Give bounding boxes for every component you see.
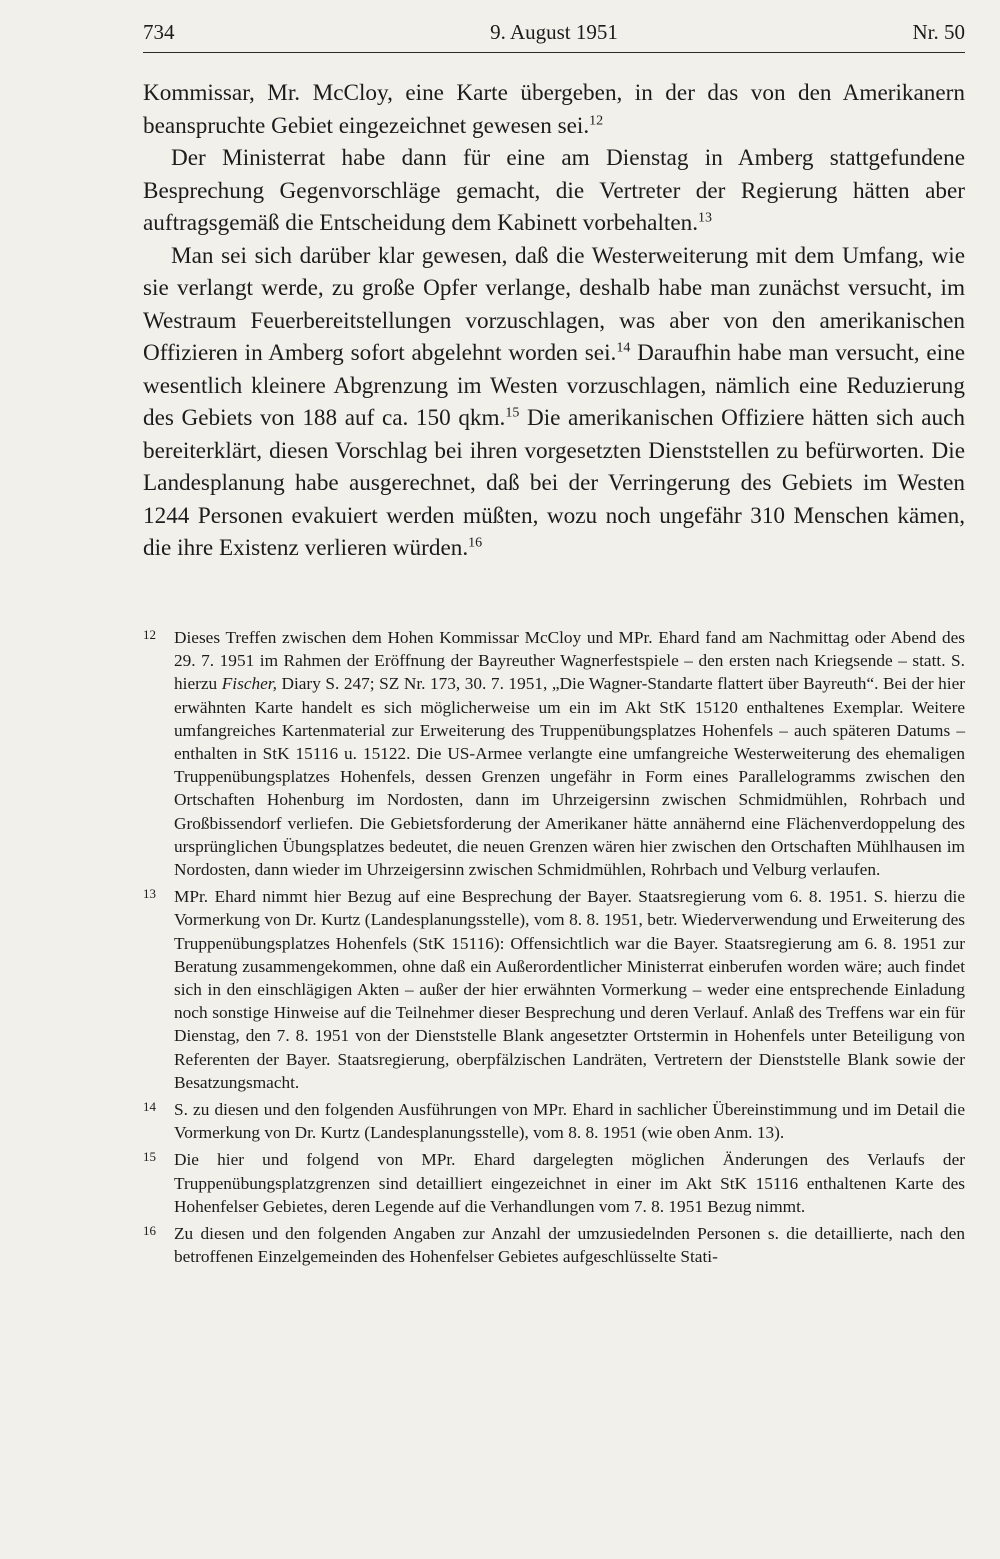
cited-author: Fischer, — [221, 674, 277, 694]
paragraph-3-text-a: Man sei sich darüber klar gewesen, daß die Westerweiterung mit dem Umfang, wie sie verlangt werde, zu große Opfer verlange, deshalb habe man zunächst versucht, im Westraum Feuerbereitstellungen vorzuschlagen, was aber von den amerikanischen Offizieren in Amberg sofort abgelehnt worden sei. — [143, 242, 965, 366]
paragraph-3-text-c: Die amerikanischen Offiziere hätten sich auch bereiterklärt, diesen Vorschlag bei ihren vorgesetzten Dienststellen zu befürworten. Die Landesplanung habe ausgerechnet, daß bei der Verringerung des Gebiets im Westen 1244 Personen evakuiert werden müßten, wozu noch ungefähr 310 Menschen kämen, die ihre Existenz verlieren würden. — [143, 405, 965, 561]
footnote-ref-13: 13 — [698, 210, 713, 226]
footnote-12 — [143, 626, 965, 881]
paragraph-1-text: Kommissar, Mr. McCloy, eine Karte übergeben, in der das von den Amerikanern beanspruchte Gebiet eingezeichnet gewesen sei. — [143, 80, 965, 139]
footnote-text-part: Dieses Treffen zwischen dem Hohen Kommissar McCloy und MPr. Ehard fand am Nachmittag oder Abend des 29. 7. 1951 im Rahmen der Eröffnung der Bayreuther Wagnerfestspiele – den ersten nach Kriegsende – statt. S. hierzu — [174, 628, 965, 694]
footnote-number: 15 — [143, 1149, 156, 1165]
document-number: Nr. 50 — [912, 20, 965, 44]
footnote-text-part: Diary S. 247; SZ Nr. 173, 30. 7. 1951, „Die Wagner-Standarte flattert über Bayreuth“. Bei der hier erwähnten Karte handelt es sich möglicherweise um ein im Akt StK 15120 enthaltenes Exemplar. Weitere umfangreiches Kartenmaterial zur Erweiterung des Truppenübungsplatzes Hohenfels – auch späteren Datums – enthalten in StK 15116 u. 15122. Die US-Armee verlangte eine umfangreiche Westerweiterung des ehemaligen Truppenübungsplatzes Hohenfels, dessen Grenzen ungefähr in Form eines Parallelogramms zwischen den Ortschaften Hohenburg im Nordosten, dann im Uhrzeigersinn zwischen Schmidmühlen, Rohrbach und Großbissendorf verliefen. Die Gebietsforderung der Amerikaner hätte annähernd eine Flächenverdoppelung des ursprünglichen Übungsplatzes bedeutet, die neuen Grenzen wären hier zwischen den Ortschaften Mühlhausen im Nordosten, dann wieder im Uhrzeigersinn zwischen Schmidmühlen, Rohrbach und Velburg verlaufen. — [174, 674, 966, 880]
paragraph-2-text: Der Ministerrat habe dann für eine am Dienstag in Amberg stattgefundene Besprechung Gegenvorschläge gemacht, die Vertreter der Regierung hätten aber auftragsgemäß die Entscheidung dem Kabinett vorbehalten. — [143, 145, 965, 236]
header-date: 9. August 1951 — [490, 20, 618, 44]
footnote-text — [174, 626, 965, 881]
footnote-14 — [143, 1098, 965, 1144]
paragraph-3-text-b: Daraufhin habe man versucht, eine wesentlich kleinere Abgrenzung im Westen vorzuschlagen, nämlich eine Reduzierung des Gebiets von 188 auf ca. 150 qkm. — [143, 340, 965, 431]
paragraph-3 — [143, 240, 965, 565]
running-header — [143, 14, 965, 54]
paragraph-1 — [143, 77, 965, 142]
header-rule — [143, 52, 965, 53]
footnote-number: 13 — [143, 886, 156, 902]
footnote-ref-14: 14 — [616, 340, 631, 356]
footnote-text: S. zu diesen und den folgenden Ausführungen von MPr. Ehard in sachlicher Übereinstimmung und im Detail die Vormerkung von Dr. Kurtz (Landesplanungsstelle), vom 8. 8. 1951 (wie oben Anm. 13). — [174, 1100, 965, 1143]
footnote-16 — [143, 1222, 965, 1268]
footnote-text: Die hier und folgend von MPr. Ehard dargelegten möglichen Änderungen des Verlaufs der Truppenübungsplatzgrenzen sind detailliert eingezeichnet in einer im Akt StK 15116 enthaltenen Karte des Hohenfelser Gebietes, deren Legende auf die Verhandlungen vom 7. 8. 1951 Bezug nimmt. — [174, 1150, 965, 1216]
footnotes — [143, 626, 965, 1272]
footnote-ref-16: 16 — [468, 535, 483, 551]
footnote-13 — [143, 885, 965, 1094]
footnote-number: 12 — [143, 627, 156, 642]
footnote-ref-12: 12 — [589, 112, 604, 128]
footnote-number: 16 — [143, 1223, 156, 1239]
footnote-ref-15: 15 — [505, 405, 520, 421]
footnote-text: MPr. Ehard nimmt hier Bezug auf eine Besprechung der Bayer. Staatsregierung vom 6. 8. 1951. S. hierzu die Vormerkung von Dr. Kurtz (Landesplanungsstelle), vom 8. 8. 1951, betr. Wiederverwendung und Erweiterung des Truppenübungsplatzes Hohenfels (StK 15116): Offensichtlich war die Bayer. Staatsregierung am 6. 8. 1951 zur Beratung zusammengekommen, ohne daß ein Außerordentlicher Ministerrat einberufen worden wäre; auch findet sich in den einschlägigen Akten – außer der hier erwähnten Vormerkung – weder eine entsprechende Einladung noch sonstige Hinweise auf die Teilnehmer dieser Besprechung und deren Verlauf. Anlaß des Treffens war ein für Dienstag, den 7. 8. 1951 von der Dienststelle Blank angesetzter Ortstermin in Hohenfels unter Beteiligung von Referenten der Bayer. Staatsregierung, oberpfälzischen Landräten, Vertretern der Dienststelle Blank sowie der Besatzungsmacht. — [174, 887, 965, 1092]
footnote-15 — [143, 1148, 965, 1218]
footnote-number: 14 — [143, 1099, 156, 1115]
footnote-text: Zu diesen und den folgenden Angaben zur Anzahl der umzusiedelnden Personen s. die detaillierte, nach den betroffenen Einzelgemeinden des Hohenfelser Gebietes aufgeschlüsselte Stati- — [174, 1224, 965, 1267]
page-number: 734 — [143, 20, 175, 44]
main-text — [143, 77, 965, 565]
paragraph-2 — [143, 142, 965, 240]
